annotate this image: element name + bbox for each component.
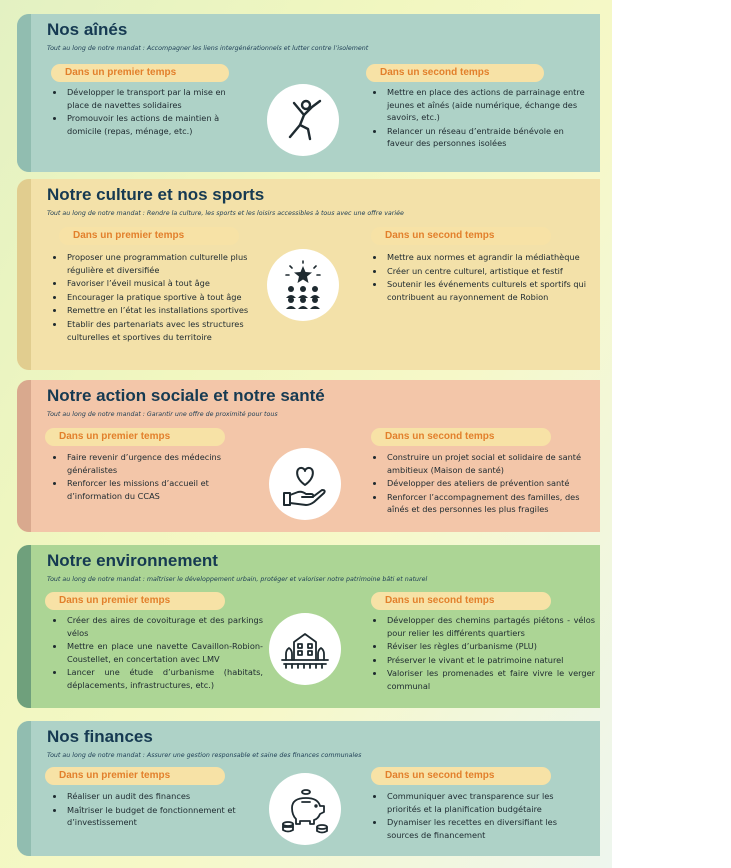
list-item: • Etablir des partenariats avec les structures culturelles et sportives du territoire <box>65 318 270 343</box>
section-subtitle: Tout au long de notre mandat : Accompagner les liens intergénérationnels et lutter contre l’isolement <box>47 45 369 52</box>
list-item: • Communiquer avec transparence sur les priorités et la planification budgétaire <box>385 790 585 815</box>
first-phase-label: Dans un premier temps <box>45 592 225 610</box>
list-item: • Encourager la pratique sportive à tout âge <box>65 291 270 304</box>
list-item: • Mettre en place une navette Cavaillon-Robion-Coustellet, en concertation avec LMV <box>65 640 263 665</box>
list-item: • Réviser les règles d’urbanisme (PLU) <box>385 640 595 653</box>
section-tab <box>17 545 31 708</box>
first-phase-list <box>53 86 245 138</box>
list-item: • Créer des aires de covoiturage et des parkings vélos <box>65 614 263 639</box>
piggy-bank-icon <box>269 773 341 845</box>
second-phase-label: Dans un second temps <box>371 227 551 245</box>
list-item: • Proposer une programmation culturelle plus régulière et diversifiée <box>65 251 270 276</box>
section-culture-sports <box>17 179 600 370</box>
first-phase-list <box>53 451 245 503</box>
second-phase-label: Dans un second temps <box>366 64 544 82</box>
section-subtitle: Tout au long de notre mandat : Rendre la culture, les sports et les loisirs accessibles à tous avec une offre variée <box>47 210 404 217</box>
list-item: • Promouvoir les actions de maintien à domicile (repas, ménage, etc.) <box>65 112 245 137</box>
second-phase-list <box>373 790 585 842</box>
list-item: • Mettre aux normes et agrandir la médiathèque <box>385 251 590 264</box>
section-title: Notre environnement <box>47 551 218 570</box>
section-environment <box>17 545 600 708</box>
list-item: • Renforcer les missions d’accueil et d’information du CCAS <box>65 477 245 502</box>
exercise-icon <box>267 84 339 156</box>
second-phase-list <box>373 251 590 304</box>
first-phase-label: Dans un premier temps <box>45 428 225 446</box>
list-item: • Maîtriser le budget de fonctionnement et d’investissement <box>65 804 250 829</box>
list-item: • Relancer un réseau d’entraide bénévole en faveur des personnes isolées <box>385 125 585 150</box>
section-tab <box>17 179 31 370</box>
second-phase-label: Dans un second temps <box>371 767 551 785</box>
second-phase-list <box>373 86 585 151</box>
section-title: Nos aînés <box>47 20 128 39</box>
first-phase-list <box>53 790 250 830</box>
list-item: • Développer des ateliers de prévention santé <box>385 477 600 490</box>
list-item: • Favoriser l’éveil musical à tout âge <box>65 277 270 290</box>
second-phase-label: Dans un second temps <box>371 592 551 610</box>
section-aines <box>17 14 600 172</box>
section-subtitle: Tout au long de notre mandat : maîtriser le développement urbain, protéger et valoriser notre patrimoine bâti et naturel <box>47 576 428 583</box>
first-phase-list <box>53 614 263 693</box>
list-item: • Construire un projet social et solidaire de santé ambitieux (Maison de santé) <box>385 451 600 476</box>
section-title: Notre culture et nos sports <box>47 185 265 204</box>
heart-hand-icon <box>269 448 341 520</box>
list-item: • Réaliser un audit des finances <box>65 790 250 803</box>
list-item: • Développer le transport par la mise en place de navettes solidaires <box>65 86 245 111</box>
list-item: • Renforcer l’accompagnement des familles, des aînés et des personnes les plus fragiles <box>385 491 600 516</box>
city-nature-icon <box>269 613 341 685</box>
audience-star-icon <box>267 249 339 321</box>
section-subtitle: Tout au long de notre mandat : Assurer une gestion responsable et saine des finances communales <box>47 752 362 759</box>
section-tab <box>17 721 31 856</box>
section-title: Nos finances <box>47 727 153 746</box>
list-item: • Développer des chemins partagés piétons - vélos pour relier les différents quartiers <box>385 614 595 639</box>
section-tab <box>17 380 31 532</box>
first-phase-label: Dans un premier temps <box>59 227 239 245</box>
list-item: • Préserver le vivant et le patrimoine naturel <box>385 654 595 667</box>
section-title: Notre action sociale et notre santé <box>47 386 325 405</box>
section-social-health <box>17 380 600 532</box>
list-item: • Soutenir les événements culturels et sportifs qui contribuent au rayonnement de Robion <box>385 278 590 303</box>
first-phase-list <box>53 251 270 344</box>
section-tab <box>17 14 31 172</box>
list-item: • Mettre en place des actions de parrainage entre jeunes et aînés (aide numérique, échange des savoirs, etc.) <box>385 86 585 124</box>
first-phase-label: Dans un premier temps <box>51 64 229 82</box>
section-finances <box>17 721 600 856</box>
list-item: • Dynamiser les recettes en diversifiant les sources de financement <box>385 816 585 841</box>
list-item: • Créer un centre culturel, artistique et festif <box>385 265 590 278</box>
section-subtitle: Tout au long de notre mandat : Garantir une offre de proximité pour tous <box>47 411 278 418</box>
second-phase-list <box>373 451 600 517</box>
list-item: • Remettre en l’état les installations sportives <box>65 304 270 317</box>
list-item: • Valoriser les promenades et faire vivre le verger communal <box>385 667 595 692</box>
second-phase-list <box>373 614 595 694</box>
list-item: • Lancer une étude d’urbanisme (habitats, déplacements, infrastructures, etc.) <box>65 666 263 691</box>
list-item: • Faire revenir d’urgence des médecins généralistes <box>65 451 245 476</box>
second-phase-label: Dans un second temps <box>371 428 551 446</box>
first-phase-label: Dans un premier temps <box>45 767 225 785</box>
